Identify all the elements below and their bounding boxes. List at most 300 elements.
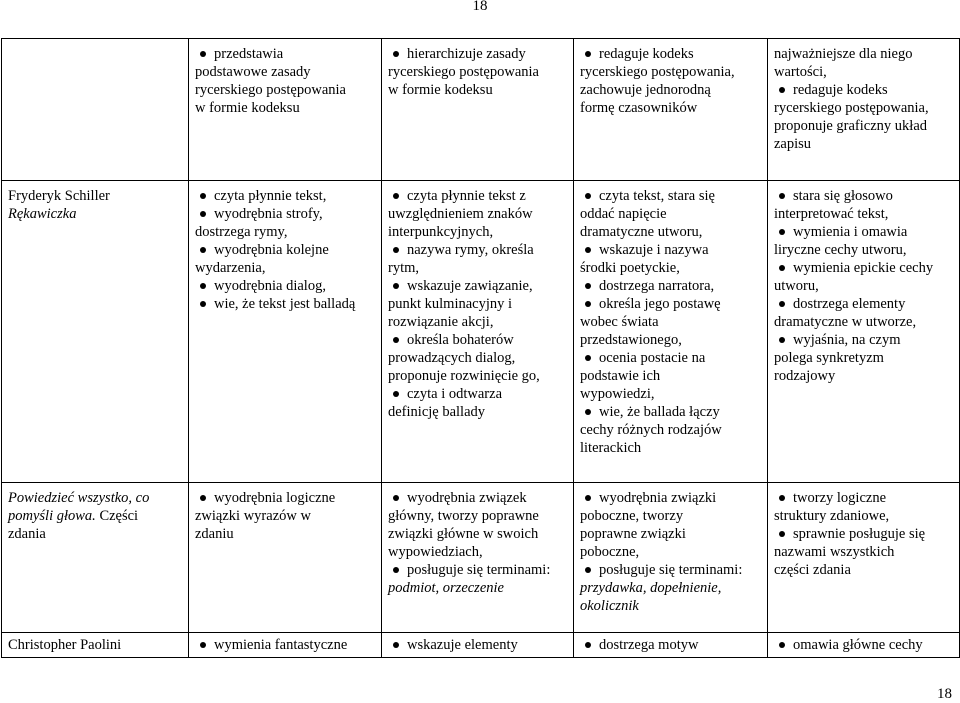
list-item <box>388 579 569 597</box>
list-item-text: posługuje się terminami: <box>407 562 551 578</box>
list-item <box>388 331 569 385</box>
row-label-cell <box>2 633 189 658</box>
list-item-line <box>580 81 763 99</box>
list-item-text: dostrzega rymy, <box>195 224 288 240</box>
list-item-line <box>388 331 569 349</box>
list-item <box>388 241 569 277</box>
list-item-text: zdaniu <box>195 526 234 542</box>
requirement-cell <box>189 39 382 181</box>
list-item-text: poboczne, <box>580 544 640 560</box>
list-item-text: posługuje się terminami: <box>599 562 743 578</box>
list-item-text: rycerskiego postępowania <box>388 64 539 80</box>
list-item <box>580 489 763 561</box>
bullet-icon <box>779 193 785 199</box>
requirement-cell <box>768 39 960 181</box>
list-item-line <box>774 367 955 385</box>
list-item-line <box>774 543 955 561</box>
list-item <box>195 187 377 205</box>
list-item-text: wartości, <box>774 64 827 80</box>
bullet-icon <box>393 337 399 343</box>
requirement-list <box>195 636 377 654</box>
list-item <box>388 561 569 579</box>
list-item-line <box>580 507 763 525</box>
list-item-line <box>774 295 955 313</box>
list-item-line <box>580 579 763 597</box>
requirement-list <box>388 636 569 654</box>
bullet-icon <box>393 193 399 199</box>
list-item-line <box>195 223 377 241</box>
list-item-line <box>195 63 377 81</box>
list-item-line <box>388 543 569 561</box>
list-item-text: struktury zdaniowe, <box>774 508 890 524</box>
list-item-text: uwzględnieniem znaków <box>388 206 533 222</box>
requirement-cell <box>768 483 960 633</box>
row-label-text: Christopher Paolini <box>8 637 122 653</box>
list-item-line <box>388 205 569 223</box>
list-item-line <box>388 385 569 403</box>
list-item-line <box>388 403 569 421</box>
list-item-line <box>580 561 763 579</box>
list-item-line <box>195 259 377 277</box>
requirement-cell <box>189 483 382 633</box>
list-item-text: wydarzenia, <box>195 260 266 276</box>
bullet-icon <box>200 211 206 217</box>
list-item-line <box>388 489 569 507</box>
list-item-text: czyta tekst, stara się <box>599 188 715 204</box>
requirement-list <box>580 489 763 615</box>
bullet-icon <box>393 247 399 253</box>
list-item-text: wyodrębnia związki <box>599 490 717 506</box>
list-item-line <box>774 489 955 507</box>
list-item-line <box>195 489 377 507</box>
requirement-list <box>388 45 569 99</box>
bullet-icon <box>779 495 785 501</box>
list-item-line <box>388 81 569 99</box>
list-item <box>195 205 377 241</box>
list-item-text: prowadzących dialog, <box>388 350 516 366</box>
list-item-text: określa bohaterów <box>407 332 514 348</box>
bullet-icon <box>585 283 591 289</box>
list-item-line <box>195 81 377 99</box>
list-item-line <box>580 525 763 543</box>
requirement-list <box>774 636 955 654</box>
requirement-cell <box>768 181 960 483</box>
list-item-line <box>774 277 955 295</box>
list-item <box>195 636 377 654</box>
list-item-line <box>774 349 955 367</box>
list-item <box>580 579 763 615</box>
bullet-icon <box>779 301 785 307</box>
list-item <box>774 489 955 525</box>
requirement-list <box>580 45 763 117</box>
list-item-text: przedstawia <box>214 46 284 62</box>
list-item-text: wyodrębnia strofy, <box>214 206 323 222</box>
list-item <box>195 45 377 117</box>
row-label-tail: Części <box>95 508 139 524</box>
bullet-icon <box>585 567 591 573</box>
list-item-line <box>580 636 763 654</box>
list-item-text: w formie kodeksu <box>195 100 300 116</box>
list-item-line <box>388 349 569 367</box>
list-item-line <box>580 331 763 349</box>
requirement-cell <box>382 181 574 483</box>
list-item <box>195 241 377 277</box>
list-item-text: wskazuje elementy <box>407 637 518 653</box>
list-item <box>580 349 763 403</box>
list-item-text: wymienia epickie cechy <box>793 260 934 276</box>
list-item-text: czyta i odtwarza <box>407 386 503 402</box>
table-row <box>2 39 960 181</box>
row-label-line <box>8 525 184 543</box>
list-item-text: wyjaśnia, na czym <box>793 332 901 348</box>
requirement-list <box>580 187 763 457</box>
list-item-line <box>580 385 763 403</box>
list-item-line <box>580 543 763 561</box>
list-item-line <box>580 259 763 277</box>
list-item-text: ocenia postacie na <box>599 350 706 366</box>
list-item <box>774 187 955 223</box>
row-label-line <box>8 489 184 507</box>
list-item-line <box>774 241 955 259</box>
list-item-text: związki wyrazów w <box>195 508 311 524</box>
row-label-line <box>8 187 184 205</box>
list-item-text: wymienia fantastyczne <box>214 637 348 653</box>
row-label-text: Fryderyk Schiller <box>8 188 110 204</box>
bullet-icon <box>393 495 399 501</box>
requirement-cell <box>382 483 574 633</box>
list-item-text: punkt kulminacyjny i <box>388 296 513 312</box>
list-item-text: środki poetyckie, <box>580 260 680 276</box>
list-item <box>580 241 763 277</box>
list-item-text: literackich <box>580 440 642 456</box>
list-item-line <box>774 81 955 99</box>
list-item-text: wie, że tekst jest balladą <box>214 296 356 312</box>
list-item-line <box>388 241 569 259</box>
bullet-icon <box>779 531 785 537</box>
bullet-icon <box>200 193 206 199</box>
list-item-text: w formie kodeksu <box>388 82 493 98</box>
list-item-text: wie, że ballada łączy <box>599 404 720 420</box>
bullet-icon <box>585 51 591 57</box>
requirements-table <box>1 38 960 658</box>
list-item-text: proponuje rozwinięcie go, <box>388 368 540 384</box>
list-item-text: wyodrębnia związek <box>407 490 527 506</box>
bullet-icon <box>200 642 206 648</box>
list-item-line <box>580 277 763 295</box>
list-item-line <box>195 205 377 223</box>
list-item-text: przedstawionego, <box>580 332 682 348</box>
list-item-line <box>774 117 955 135</box>
requirement-cell <box>382 39 574 181</box>
bullet-icon <box>779 337 785 343</box>
list-item-line <box>774 63 955 81</box>
list-item-text: związki główne w swoich <box>388 526 539 542</box>
page-number-top: 18 <box>472 0 488 14</box>
list-item-text: wypowiedziach, <box>388 544 483 560</box>
list-item-line <box>774 187 955 205</box>
list-item-text: najważniejsze dla niego <box>774 46 913 62</box>
list-item-text: rodzajowy <box>774 368 836 384</box>
requirement-list <box>774 489 955 579</box>
list-item-line <box>388 313 569 331</box>
list-item-text: omawia główne cechy <box>793 637 923 653</box>
requirement-cell <box>574 483 768 633</box>
bullet-icon <box>200 495 206 501</box>
bullet-icon <box>393 567 399 573</box>
list-item-line <box>774 223 955 241</box>
list-item-line <box>388 636 569 654</box>
list-item-text: interpunkcyjnych, <box>388 224 494 240</box>
list-item <box>774 525 955 579</box>
list-item-line <box>580 421 763 439</box>
list-item-text: stara się głosowo <box>793 188 893 204</box>
list-item-line <box>195 507 377 525</box>
list-item-line <box>580 63 763 81</box>
requirement-list <box>195 45 377 117</box>
row-label-cell <box>2 39 189 181</box>
list-item <box>580 45 763 117</box>
list-item-text: podmiot, orzeczenie <box>388 580 504 596</box>
list-item-line <box>388 367 569 385</box>
list-item-text: poboczne, tworzy <box>580 508 684 524</box>
list-item <box>388 277 569 331</box>
bullet-icon <box>393 642 399 648</box>
bullet-icon <box>200 51 206 57</box>
row-label-text: Powiedzieć wszystko, co <box>8 490 150 506</box>
row-label-text: zdania <box>8 526 46 542</box>
list-item-line <box>580 439 763 457</box>
list-item-line <box>580 313 763 331</box>
list-item-line <box>774 205 955 223</box>
bullet-icon <box>393 391 399 397</box>
requirement-list <box>388 489 569 597</box>
list-item-text: nazywa rymy, określa <box>407 242 534 258</box>
list-item-text: nazwami wszystkich <box>774 544 895 560</box>
list-item-line <box>195 277 377 295</box>
bullet-icon <box>200 247 206 253</box>
requirement-list <box>774 187 955 385</box>
list-item <box>388 636 569 654</box>
bullet-icon <box>585 642 591 648</box>
list-item-text: wyodrębnia dialog, <box>214 278 326 294</box>
list-item-line <box>195 525 377 543</box>
list-item <box>774 81 955 153</box>
list-item-line <box>580 349 763 367</box>
list-item-line <box>774 135 955 153</box>
row-label-line <box>8 205 184 223</box>
list-item-text: definicję ballady <box>388 404 486 420</box>
list-item-line <box>580 241 763 259</box>
list-item-line <box>580 367 763 385</box>
list-item-text: czyta płynnie tekst z <box>407 188 526 204</box>
list-item-line <box>388 561 569 579</box>
list-item <box>388 489 569 561</box>
list-item-line <box>195 295 377 313</box>
list-item-text: proponuje graficzny układ <box>774 118 928 134</box>
list-item <box>195 277 377 295</box>
list-item-line <box>388 223 569 241</box>
page-number-bottom: 18 <box>937 686 952 702</box>
list-item-line <box>774 259 955 277</box>
list-item <box>580 187 763 241</box>
requirement-cell <box>189 633 382 658</box>
list-item-text: dostrzega elementy <box>793 296 906 312</box>
bullet-icon <box>585 495 591 501</box>
list-item-text: zapisu <box>774 136 812 152</box>
list-item-text: części zdania <box>774 562 851 578</box>
list-item-line <box>774 313 955 331</box>
table-row <box>2 181 960 483</box>
requirement-list <box>195 187 377 313</box>
list-item-text: formę czasowników <box>580 100 698 116</box>
requirement-cell <box>574 633 768 658</box>
list-item-line <box>774 636 955 654</box>
list-item-text: liryczne cechy utworu, <box>774 242 907 258</box>
row-label-text: Rękawiczka <box>8 206 77 222</box>
requirement-cell <box>768 633 960 658</box>
bullet-icon <box>585 247 591 253</box>
list-item-line <box>195 241 377 259</box>
list-item <box>195 295 377 313</box>
list-item-line <box>388 525 569 543</box>
list-item <box>774 636 955 654</box>
list-item-text: dramatyczne utworu, <box>580 224 703 240</box>
list-item-text: dostrzega narratora, <box>599 278 715 294</box>
list-item-line <box>774 331 955 349</box>
table-row <box>2 633 960 658</box>
list-item-text: tworzy logiczne <box>793 490 887 506</box>
row-label-cell <box>2 181 189 483</box>
list-item <box>388 385 569 421</box>
bullet-icon <box>585 409 591 415</box>
list-item-line <box>774 561 955 579</box>
list-item <box>774 331 955 385</box>
list-item-line <box>580 99 763 117</box>
bullet-icon <box>779 642 785 648</box>
list-item-line <box>195 99 377 117</box>
list-item-text: wymienia i omawia <box>793 224 908 240</box>
bullet-icon <box>585 355 591 361</box>
list-item-line <box>580 489 763 507</box>
list-item-text: oddać napięcie <box>580 206 667 222</box>
list-item-text: sprawnie posługuje się <box>793 526 926 542</box>
list-item-text: cechy różnych rodzajów <box>580 422 722 438</box>
bullet-icon <box>585 301 591 307</box>
list-item-text: rycerskiego postępowania, <box>774 100 929 116</box>
list-item-line <box>195 636 377 654</box>
requirement-list <box>195 489 377 543</box>
list-item-line <box>774 507 955 525</box>
list-item-text: przydawka, dopełnienie, <box>580 580 722 596</box>
list-item-text: czyta płynnie tekst, <box>214 188 327 204</box>
bullet-icon <box>585 193 591 199</box>
bullet-icon <box>200 301 206 307</box>
list-item-text: redaguje kodeks <box>793 82 888 98</box>
list-item-text: dostrzega motyw <box>599 637 699 653</box>
list-item-text: wyodrębnia logiczne <box>214 490 336 506</box>
list-item-text: zachowuje jednorodną <box>580 82 711 98</box>
requirement-list <box>774 45 955 153</box>
list-item-text: interpretować tekst, <box>774 206 889 222</box>
list-item-text: polega synkretyzm <box>774 350 884 366</box>
row-label-cell <box>2 483 189 633</box>
list-item-line <box>195 187 377 205</box>
list-item <box>580 403 763 457</box>
requirement-cell <box>574 181 768 483</box>
list-item-line <box>580 295 763 313</box>
list-item-text: wskazuje zawiązanie, <box>407 278 533 294</box>
list-item <box>580 277 763 295</box>
row-label-text: pomyśli głowa. <box>8 508 96 524</box>
list-item-line <box>388 187 569 205</box>
list-item-text: rycerskiego postępowania, <box>580 64 735 80</box>
list-item-line <box>580 223 763 241</box>
requirement-list <box>580 636 763 654</box>
list-item-line <box>580 45 763 63</box>
bullet-icon <box>393 283 399 289</box>
list-item-line <box>580 205 763 223</box>
list-item-text: określa jego postawę <box>599 296 721 312</box>
list-item-line <box>580 597 763 615</box>
list-item-line <box>388 579 569 597</box>
requirement-cell <box>574 39 768 181</box>
list-item-text: rozwiązanie akcji, <box>388 314 494 330</box>
table-body <box>2 39 960 658</box>
list-item-text: podstawie ich <box>580 368 661 384</box>
list-item-text: wobec świata <box>580 314 659 330</box>
list-item-line <box>388 295 569 313</box>
list-item <box>580 561 763 579</box>
list-item-text: utworu, <box>774 278 819 294</box>
requirement-cell <box>382 633 574 658</box>
list-item-line <box>388 507 569 525</box>
list-item <box>388 45 569 99</box>
list-item-line <box>580 187 763 205</box>
bullet-icon <box>779 229 785 235</box>
list-item-text: hierarchizuje zasady <box>407 46 526 62</box>
bullet-icon <box>779 87 785 93</box>
list-item <box>774 295 955 331</box>
list-item-text: rytm, <box>388 260 420 276</box>
list-item-text: główny, tworzy poprawne <box>388 508 539 524</box>
list-item-text: wskazuje i nazywa <box>599 242 709 258</box>
list-item-line <box>388 45 569 63</box>
list-item-text: okolicznik <box>580 598 639 614</box>
bullet-icon <box>393 51 399 57</box>
list-item <box>774 45 955 81</box>
list-item-line <box>774 525 955 543</box>
bullet-icon <box>200 283 206 289</box>
requirement-list <box>388 187 569 421</box>
list-item-line <box>195 45 377 63</box>
list-item-text: podstawowe zasady <box>195 64 311 80</box>
row-label-line <box>8 507 184 525</box>
list-item-text: wyodrębnia kolejne <box>214 242 329 258</box>
list-item-line <box>580 403 763 421</box>
list-item <box>580 295 763 349</box>
list-item <box>774 223 955 259</box>
list-item-line <box>388 259 569 277</box>
list-item-line <box>388 63 569 81</box>
table-row <box>2 483 960 633</box>
list-item-line <box>774 99 955 117</box>
list-item-text: poprawne związki <box>580 526 686 542</box>
list-item <box>195 489 377 543</box>
list-item <box>774 259 955 295</box>
row-label-line <box>8 636 184 654</box>
list-item <box>580 636 763 654</box>
list-item-line <box>388 277 569 295</box>
